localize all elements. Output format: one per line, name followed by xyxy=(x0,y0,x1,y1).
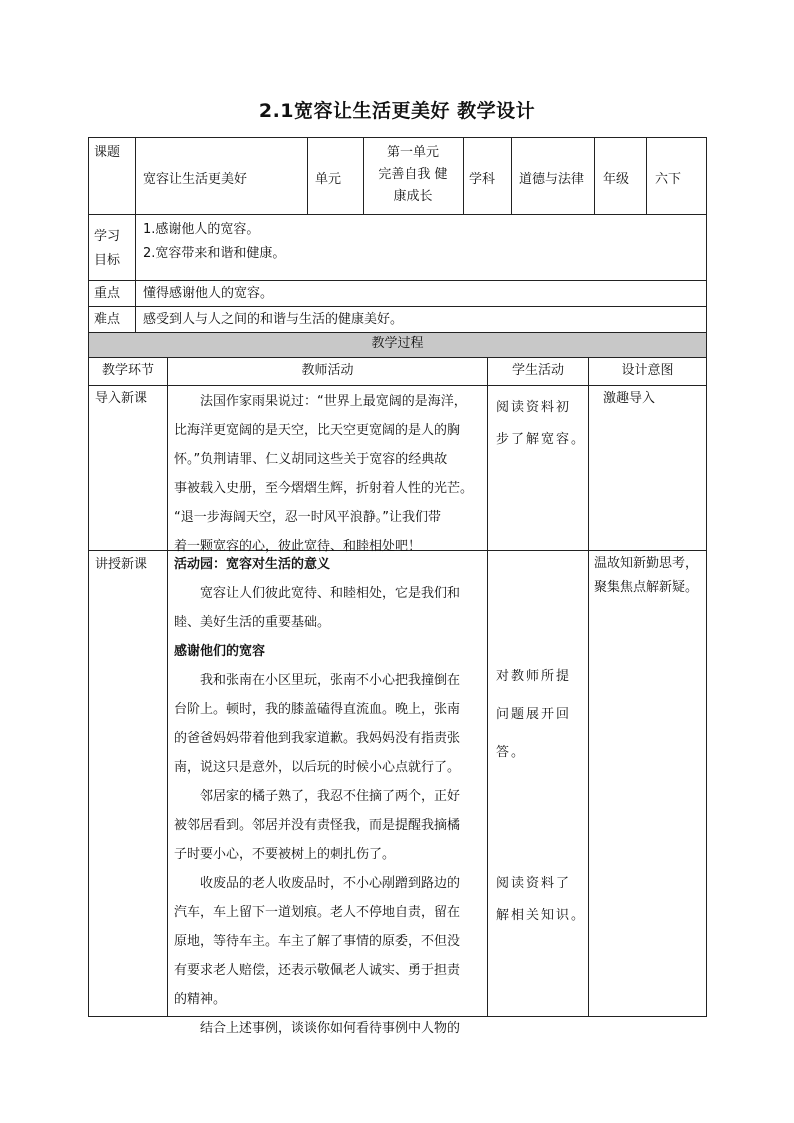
goal-item: 2.宽容带来和谐和健康。 xyxy=(143,246,286,261)
col-header-stage: 教学环节 xyxy=(101,363,154,378)
topic-label: 课题 xyxy=(94,145,121,160)
subheading: 感谢他们的宽容 xyxy=(174,644,266,659)
unit-label: 单元 xyxy=(315,172,342,187)
design-intent-intro: 激趣导入 xyxy=(603,391,656,406)
key-point-text: 懂得感谢他人的宽容。 xyxy=(143,286,274,301)
subject-label: 学科 xyxy=(469,172,496,187)
design-intent-lecture: 温故知新勤思考， 聚集焦点解新疑。 xyxy=(594,556,699,595)
col-header-student: 学生活动 xyxy=(511,363,564,378)
subject-value: 道德与法律 xyxy=(519,172,585,187)
teacher-activity-intro: 法国作家雨果说过：“世界上最宽阔的是海洋， 比海洋更宽阔的是天空，比天空更宽阔的是人的胸 怀。”负荆请罪、仁义胡同这些关于宽容的经典故 事被载入史册，至今熠熠生辉，折射着人性的光芒。 “退一步海阔天空，忍一时风平浪静。”让我们带 着一颗宽容的心，彼此宽待、和睦相处吧！ xyxy=(174,394,474,554)
difficulty-label: 难点 xyxy=(94,312,121,327)
key-point-label: 重点 xyxy=(94,286,121,301)
unit-value: 第一单元 完善自我 健 康成长 xyxy=(378,145,448,204)
document-title: 2.1宽容让生活更美好 教学设计 xyxy=(258,100,536,122)
activity-title: 活动园：宽容对生活的意义 xyxy=(174,557,331,572)
grade-label: 年级 xyxy=(603,172,630,187)
student-activity-intro: 阅读资料初 步了解宽容。 xyxy=(496,400,587,447)
stage-lecture: 讲授新课 xyxy=(95,557,148,572)
student-activity-answer: 对教师所提 问题展开回 答。 xyxy=(496,669,572,760)
col-header-intent: 设计意图 xyxy=(621,363,674,378)
student-activity-reading: 阅读资料了 解相关知识。 xyxy=(496,876,587,923)
difficulty-text: 感受到人与人之间的和谐与生活的健康美好。 xyxy=(143,312,404,327)
topic-value: 宽容让生活更美好 xyxy=(143,172,248,187)
stage-intro: 导入新课 xyxy=(95,391,148,406)
teacher-activity-lecture: 活动园：宽容对生活的意义 宽容让人们彼此宽待、和睦相处，它是我们和 睦、美好生活的重要基础。 感谢他们的宽容 我和张南在小区里玩，张南不小心把我撞倒在 台阶上。顿时，我的膝盖磕得直流血。晚上，张南 的爸爸妈妈带着他到我家道歉。我妈妈没有指责张 南，说这只是意外，以后玩的时候小心点就行了。 邻居家的橘子熟了，我忍不住摘了两个，正好 被邻居看到。邻居并没有责怪我，而是提醒我摘橘 子时要小心，不要被树上的刺扎伤了。 收废品的老人收废品时，不小心剐蹭到路边的 汽车，车上留下一道划痕。老人不停地自责，留在 原地，等待车主。车主了解了事情的原委，不但没 有要求老人赔偿，还表示敬佩老人诚实、勇于担责 的精神。 结合上述事例，谈谈你如何看待事例中人物的 xyxy=(174,550,485,1043)
grade-value: 六下 xyxy=(655,172,682,187)
goal-item: 1.感谢他人的宽容。 xyxy=(143,222,260,237)
col-header-teacher: 教师活动 xyxy=(301,363,354,378)
goals-list xyxy=(143,218,285,266)
process-header: 教学过程 xyxy=(371,336,424,351)
goals-label: 学习 目标 xyxy=(94,229,121,268)
